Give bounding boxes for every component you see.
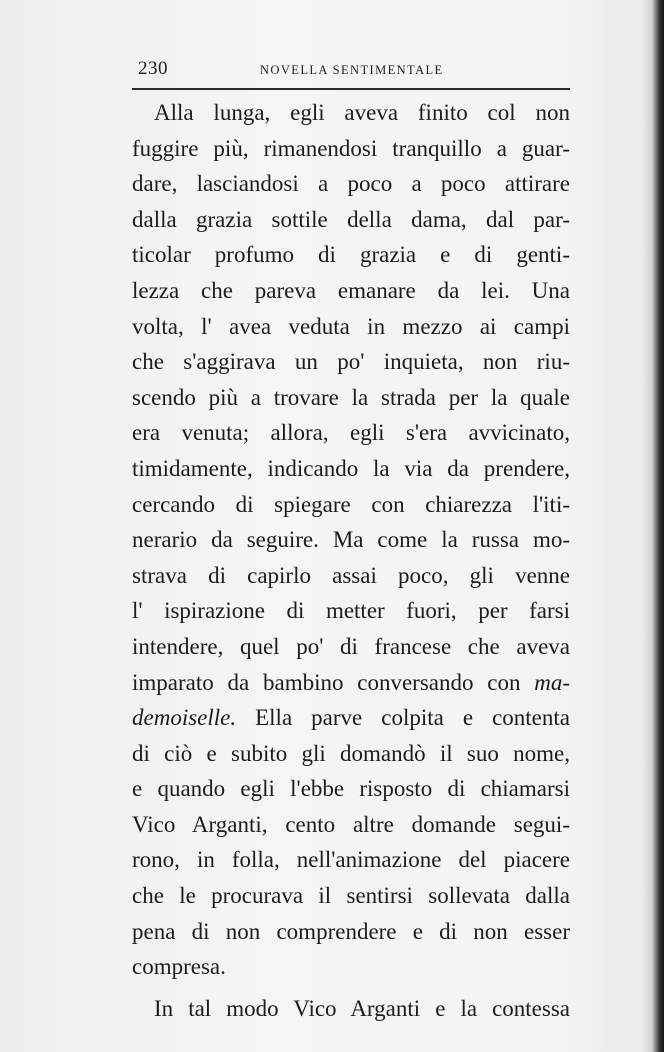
text-line: strava di capirlo assai poco, gli venne bbox=[132, 562, 570, 588]
text-line: l' ispirazione di metter fuori, per farsi bbox=[132, 598, 570, 624]
text-line: ticolar profumo di grazia e di genti- bbox=[132, 242, 570, 268]
running-title: NOVELLA SENTIMENTALE bbox=[260, 63, 444, 77]
italic-word-part: demoiselle. bbox=[132, 705, 237, 731]
text-line: compresa. bbox=[132, 954, 226, 980]
text-line: fuggire più, rimanendosi tranquillo a guar- bbox=[132, 135, 570, 161]
text-line-part: Ella parve colpita e contenta bbox=[236, 705, 570, 731]
text-line: dalla grazia sottile della dama, dal par- bbox=[132, 206, 570, 232]
text-line: rono, in folla, nell'animazione del piacere bbox=[132, 847, 570, 873]
text-line: timidamente, indicando la via da prendere, bbox=[132, 455, 570, 481]
text-line: che le procurava il sentirsi sollevata dalla bbox=[132, 883, 570, 909]
text-line: pena di non comprendere e di non esser bbox=[132, 918, 570, 944]
text-line: scendo più a trovare la strada per la quale bbox=[132, 384, 570, 410]
text-line: di ciò e subito gli domandò il suo nome, bbox=[132, 740, 570, 766]
text-line: dare, lasciandosi a poco a poco attirare bbox=[132, 171, 570, 197]
text-line-with-italic-end bbox=[132, 665, 570, 701]
page-header bbox=[132, 58, 572, 82]
page-edge-shadow bbox=[642, 0, 664, 1052]
text-line: In tal modo Vico Arganti e la contessa bbox=[154, 995, 570, 1021]
text-line: volta, l' avea veduta in mezzo ai campi bbox=[132, 313, 570, 339]
text-line: intendere, quel po' di francese che aveva bbox=[132, 633, 570, 659]
text-line: che s'aggirava un po' inquieta, non riu- bbox=[132, 349, 570, 375]
text-line: lezza che pareva emanare da lei. Una bbox=[132, 277, 570, 303]
text-line: nerario da seguire. Ma come la russa mo- bbox=[132, 527, 570, 553]
page-number: 230 bbox=[138, 58, 168, 79]
text-line: e quando egli l'ebbe risposto di chiamarsi bbox=[132, 776, 570, 802]
text-line: Alla lunga, egli aveva finito col non bbox=[154, 100, 570, 125]
italic-word-part: ma- bbox=[534, 669, 570, 695]
text-line: era venuta; allora, egli s'era avvicinato, bbox=[132, 420, 570, 446]
text-line: Vico Arganti, cento altre domande segui- bbox=[132, 811, 570, 837]
text-line-with-italic-start bbox=[132, 700, 570, 736]
body-text bbox=[132, 95, 570, 1026]
header-rule bbox=[132, 88, 570, 90]
text-line-part: imparato da bambino conversando con bbox=[132, 669, 521, 695]
text-line: cercando di spiegare con chiarezza l'iti- bbox=[132, 491, 570, 517]
